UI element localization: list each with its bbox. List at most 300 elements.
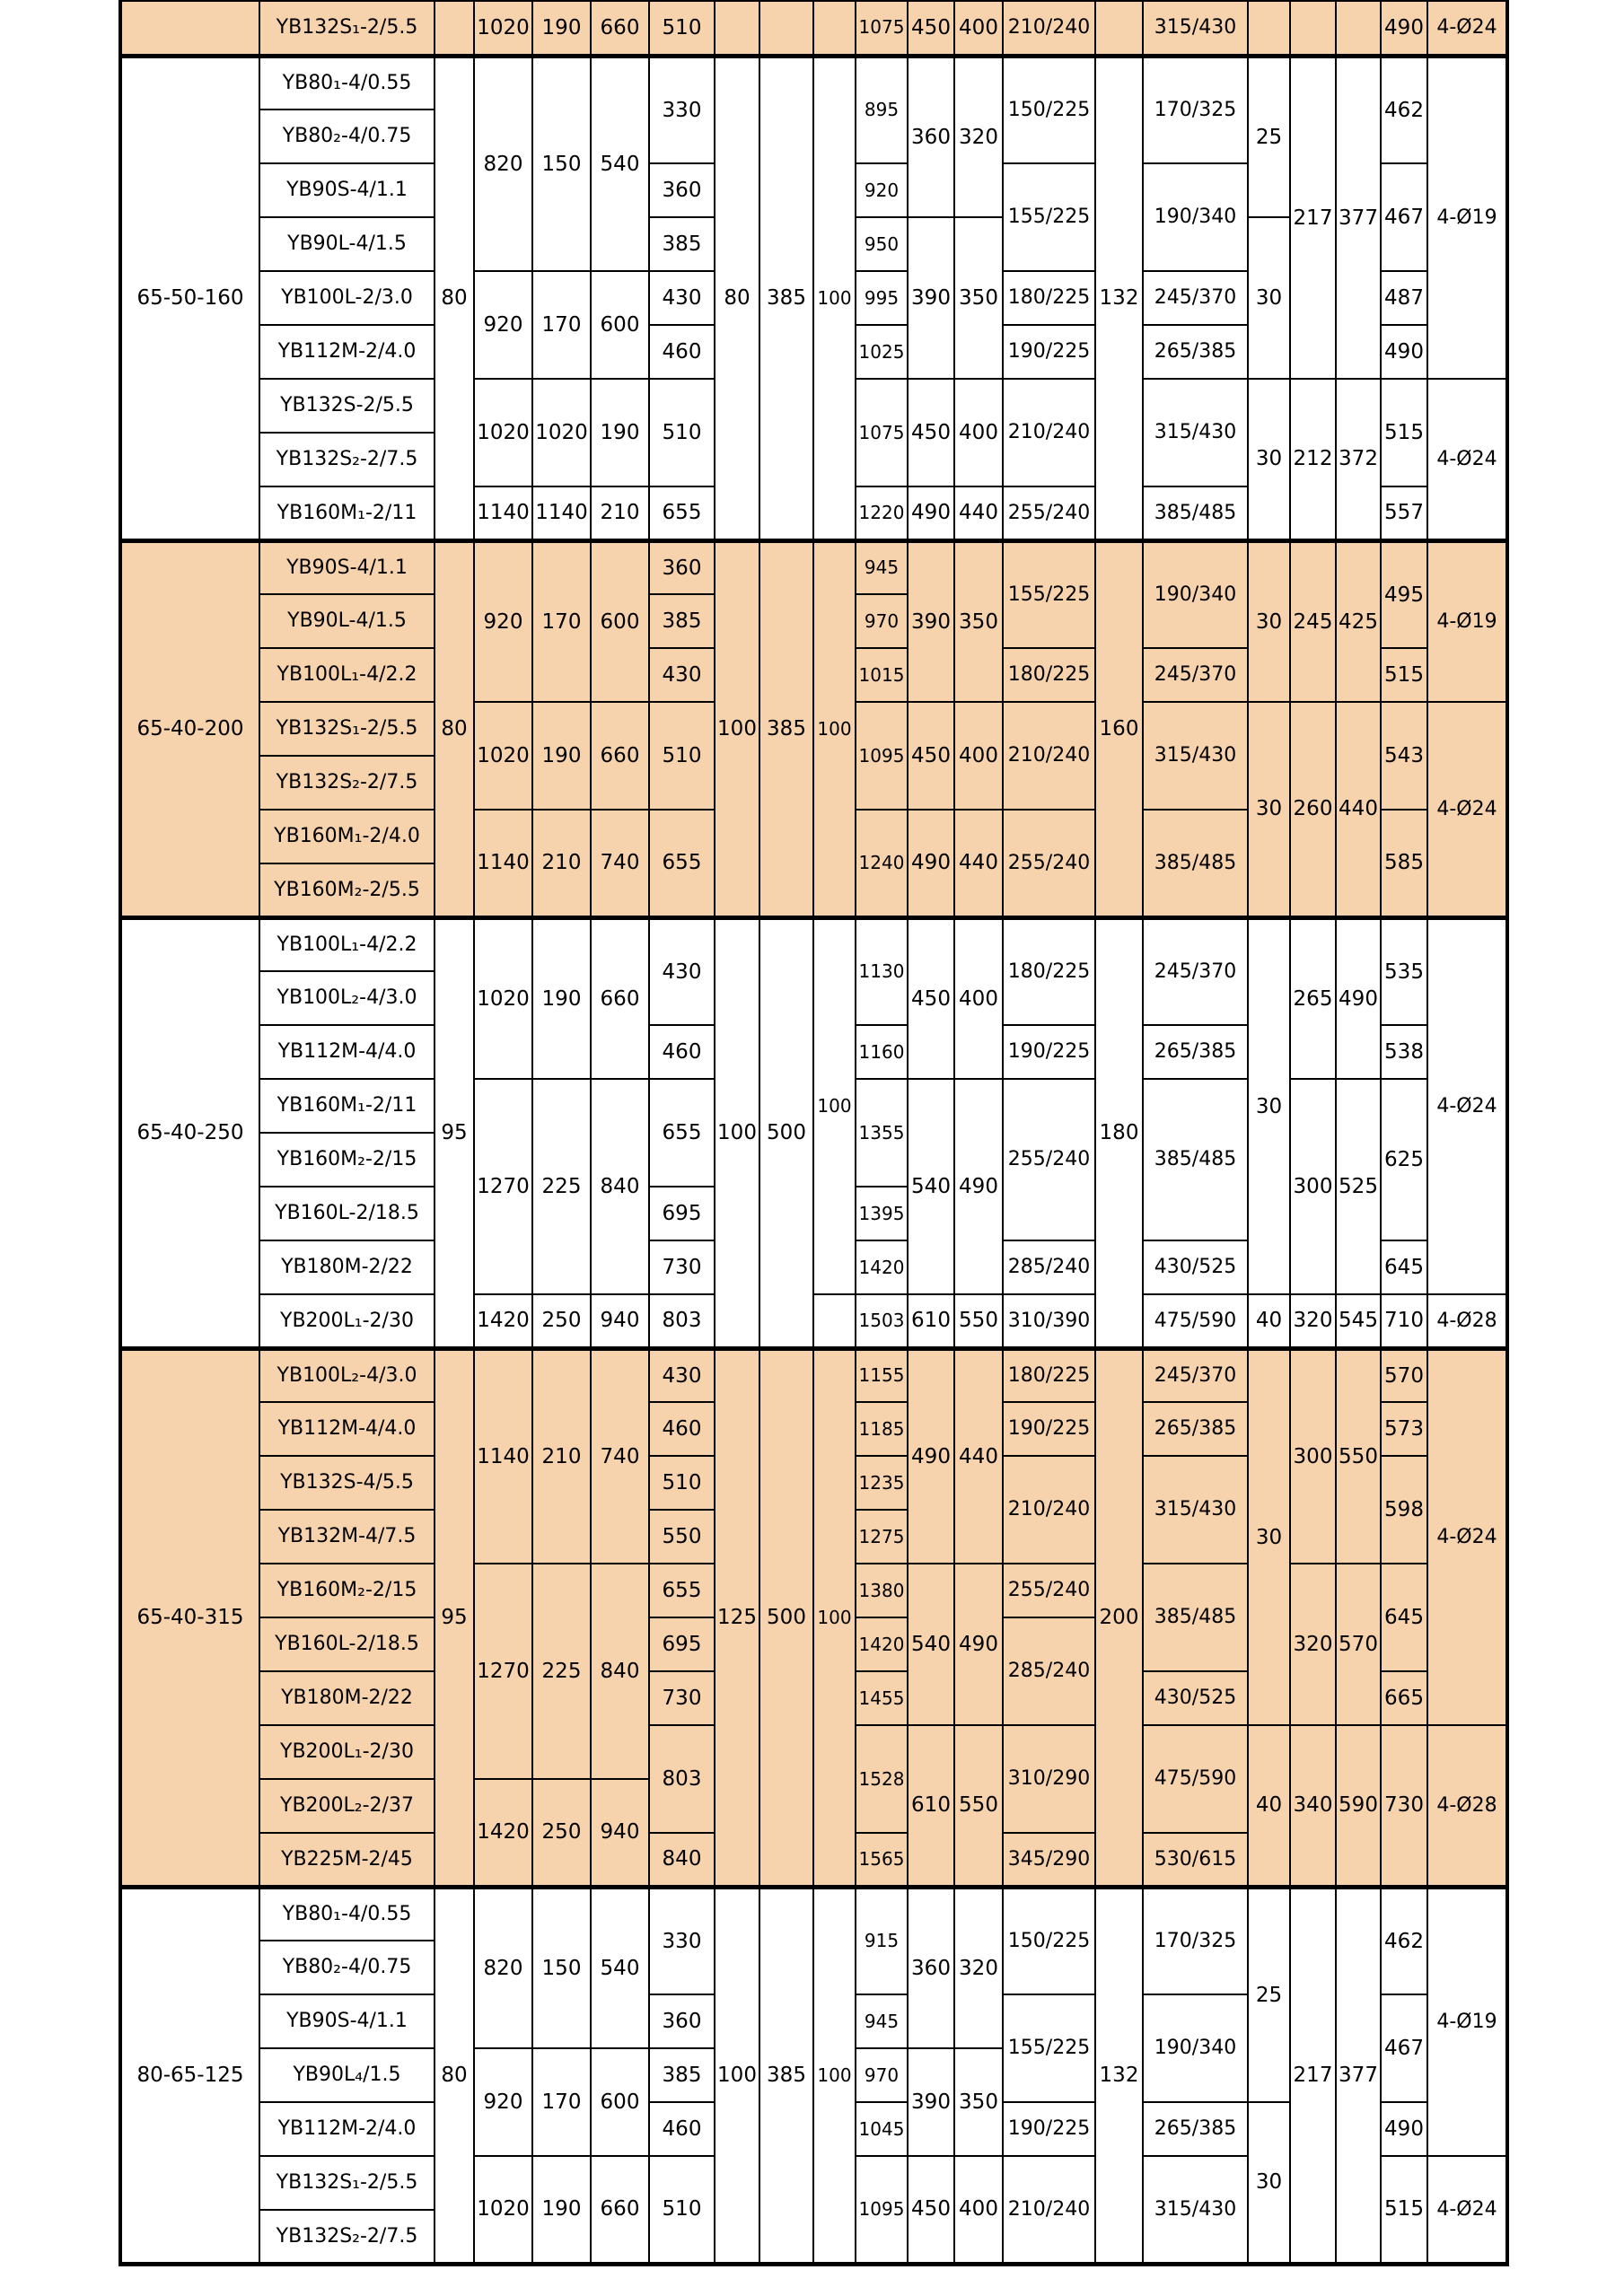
dimension-cell: 320 — [1290, 1564, 1336, 1725]
dimension-cell: 740 — [591, 1348, 649, 1564]
dimension-cell: 510 — [649, 379, 715, 486]
dimension-cell: 475/590 — [1143, 1725, 1248, 1833]
dimension-cell: 540 — [908, 1564, 954, 1725]
dimension-cell: 1095 — [856, 2156, 908, 2264]
dimension-cell: 400 — [954, 1, 1003, 56]
dimension-cell: 390 — [908, 2048, 954, 2156]
motor-model-cell: YB100L₂-4/3.0 — [259, 1348, 435, 1402]
dimension-cell: 490 — [908, 810, 954, 917]
dimension-cell: 545 — [1336, 1294, 1381, 1348]
dimension-cell: 245 — [1290, 540, 1336, 702]
dimension-cell: 655 — [649, 486, 715, 540]
dimension-cell: 200 — [1095, 1348, 1143, 1887]
dimension-cell: 557 — [1381, 486, 1427, 540]
motor-model-cell: YB132S₂-2/7.5 — [259, 2210, 435, 2264]
dimension-cell: 1270 — [474, 1079, 532, 1294]
dimension-cell: 95 — [435, 917, 474, 1348]
dimension-cell: 600 — [591, 540, 649, 702]
dimension-cell: 385 — [649, 217, 715, 271]
dimension-cell: 180/225 — [1003, 271, 1095, 325]
dimension-cell: 535 — [1381, 917, 1427, 1025]
dimension-cell: 210/240 — [1003, 1, 1095, 56]
dimension-cell: 210/240 — [1003, 1456, 1095, 1564]
dimension-cell: 573 — [1381, 1402, 1427, 1456]
dimension-cell — [1290, 1, 1336, 56]
motor-model-cell: YB180M-2/22 — [259, 1671, 435, 1725]
dimension-cell: 340 — [1290, 1725, 1336, 1887]
dimension-cell: 285/240 — [1003, 1617, 1095, 1725]
dimension-cell: 460 — [649, 2102, 715, 2156]
dimension-cell: 4-Ø28 — [1427, 1294, 1507, 1348]
dimension-cell: 360 — [908, 56, 954, 217]
pump-model-cell: 80-65-125 — [120, 1887, 259, 2264]
dimension-cell: 598 — [1381, 1456, 1427, 1564]
dimension-cell: 190 — [591, 379, 649, 486]
dimension-cell: 945 — [856, 1994, 908, 2048]
motor-model-cell: YB200L₁-2/30 — [259, 1294, 435, 1348]
motor-model-cell: YB100L₁-4/2.2 — [259, 648, 435, 702]
dimension-cell: 430/525 — [1143, 1671, 1248, 1725]
dimension-cell: 265/385 — [1143, 325, 1248, 379]
dimension-cell: 1528 — [856, 1725, 908, 1833]
dimension-cell: 430 — [649, 648, 715, 702]
dimension-cell: 100 — [813, 1887, 856, 2264]
dimension-cell: 940 — [591, 1779, 649, 1887]
dimension-cell: 210/240 — [1003, 702, 1095, 810]
dimension-cell: 665 — [1381, 1671, 1427, 1725]
dimension-cell: 1140 — [474, 1348, 532, 1564]
motor-model-cell: YB160M₂-2/15 — [259, 1133, 435, 1187]
dimension-cell: 100 — [715, 917, 759, 1348]
motor-model-cell: YB90S-4/1.1 — [259, 540, 435, 594]
dimension-cell: 1380 — [856, 1564, 908, 1617]
dimension-cell: 1275 — [856, 1510, 908, 1564]
dimension-cell: 132 — [1095, 56, 1143, 540]
dimension-cell: 540 — [591, 56, 649, 271]
dimension-cell: 450 — [908, 2156, 954, 2264]
motor-model-cell: YB112M-4/4.0 — [259, 1025, 435, 1079]
dimension-cell: 538 — [1381, 1025, 1427, 1079]
dimension-cell: 1420 — [474, 1294, 532, 1348]
dimension-cell: 350 — [954, 540, 1003, 702]
dimension-cell: 462 — [1381, 1887, 1427, 1994]
dimension-cell: 440 — [954, 1348, 1003, 1564]
dimension-cell: 430/525 — [1143, 1240, 1248, 1294]
dimension-cell: 1075 — [856, 1, 908, 56]
dimension-cell: 1355 — [856, 1079, 908, 1187]
dimension-cell: 360 — [649, 1994, 715, 2048]
motor-model-cell: YB200L₂-2/37 — [259, 1779, 435, 1833]
dimension-cell: 190/340 — [1143, 540, 1248, 648]
dimension-cell: 1155 — [856, 1348, 908, 1402]
dimension-cell: 550 — [649, 1510, 715, 1564]
motor-model-cell: YB160M₂-2/5.5 — [259, 863, 435, 917]
dimension-cell: 150/225 — [1003, 1887, 1095, 1994]
dimension-cell: 660 — [591, 2156, 649, 2264]
dimension-cell: 1270 — [474, 1564, 532, 1779]
dimension-cell: 1020 — [474, 2156, 532, 2264]
dimension-cell: 450 — [908, 917, 954, 1079]
dimension-cell: 250 — [532, 1779, 591, 1887]
dimension-cell: 1095 — [856, 702, 908, 810]
dimension-cell: 155/225 — [1003, 1994, 1095, 2102]
dimension-cell: 100 — [813, 1348, 856, 1887]
dimension-cell: 4-Ø28 — [1427, 1725, 1507, 1887]
dimension-cell: 377 — [1336, 1887, 1381, 2264]
dimension-cell: 300 — [1290, 1079, 1336, 1294]
dimension-cell: 385 — [759, 540, 813, 917]
dimension-cell: 190/225 — [1003, 1025, 1095, 1079]
dimension-cell: 945 — [856, 540, 908, 594]
dimension-cell: 995 — [856, 271, 908, 325]
dimension-cell: 250 — [532, 1294, 591, 1348]
dimension-cell: 245/370 — [1143, 1348, 1248, 1402]
dimension-cell: 660 — [591, 1, 649, 56]
dimension-cell: 1185 — [856, 1402, 908, 1456]
dimension-cell — [813, 1, 856, 56]
dimension-cell: 1565 — [856, 1833, 908, 1887]
dimension-cell: 440 — [954, 486, 1003, 540]
motor-model-cell: YB132S₁-2/5.5 — [259, 2156, 435, 2210]
dimension-cell: 4-Ø24 — [1427, 702, 1507, 917]
motor-model-cell: YB90L-4/1.5 — [259, 594, 435, 648]
dimension-cell: 315/430 — [1143, 702, 1248, 810]
dimension-cell: 600 — [591, 271, 649, 379]
dimension-cell: 210 — [532, 1348, 591, 1564]
dimension-cell: 460 — [649, 325, 715, 379]
dimension-cell: 450 — [908, 702, 954, 810]
dimension-cell: 180/225 — [1003, 648, 1095, 702]
motor-model-cell: YB132S-4/5.5 — [259, 1456, 435, 1510]
motor-model-cell: YB80₂-4/0.75 — [259, 110, 435, 163]
motor-model-cell: YB80₂-4/0.75 — [259, 1941, 435, 1994]
dimension-cell: 730 — [649, 1240, 715, 1294]
dimension-cell: 740 — [591, 810, 649, 917]
dimension-cell: 490 — [954, 1079, 1003, 1294]
dimension-cell: 150 — [532, 1887, 591, 2048]
dimension-cell: 1020 — [474, 1, 532, 56]
dimension-cell: 80 — [435, 1887, 474, 2264]
dimension-cell: 430 — [649, 271, 715, 325]
dimension-cell — [1095, 1, 1143, 56]
dimension-cell: 190/225 — [1003, 2102, 1095, 2156]
dimension-cell: 4-Ø24 — [1427, 2156, 1507, 2264]
dimension-cell: 490 — [908, 1348, 954, 1564]
motor-model-cell: YB132S-2/5.5 — [259, 379, 435, 433]
dimension-cell: 490 — [954, 1564, 1003, 1725]
dimension-cell: 315/430 — [1143, 2156, 1248, 2264]
dimension-cell: 430 — [649, 1348, 715, 1402]
dimension-cell: 500 — [759, 1348, 813, 1887]
dimension-cell: 212 — [1290, 379, 1336, 540]
dimension-cell: 820 — [474, 1887, 532, 2048]
dimension-cell: 695 — [649, 1617, 715, 1671]
dimension-cell: 330 — [649, 1887, 715, 1994]
dimension-cell: 30 — [1248, 2102, 1290, 2264]
motor-model-cell: YB90S-4/1.1 — [259, 163, 435, 217]
dimension-cell: 400 — [954, 917, 1003, 1079]
dimension-cell: 210 — [591, 486, 649, 540]
dimension-cell: 360 — [649, 540, 715, 594]
dimension-cell: 515 — [1381, 648, 1427, 702]
dimension-cell: 190 — [532, 917, 591, 1079]
motor-model-cell: YB132S₁-2/5.5 — [259, 702, 435, 756]
dimension-cell: 1420 — [856, 1240, 908, 1294]
dimension-cell: 255/240 — [1003, 810, 1095, 917]
dimension-cell — [715, 1, 759, 56]
dimension-cell: 645 — [1381, 1564, 1427, 1671]
dimension-cell: 315/430 — [1143, 1456, 1248, 1564]
dimension-cell: 170/325 — [1143, 1887, 1248, 1994]
dimension-cell: 170 — [532, 540, 591, 702]
motor-model-cell: YB200L₁-2/30 — [259, 1725, 435, 1779]
dimension-cell — [1336, 1, 1381, 56]
motor-model-cell: YB112M-2/4.0 — [259, 325, 435, 379]
dimension-cell: 1025 — [856, 325, 908, 379]
dimension-cell: 1140 — [532, 486, 591, 540]
dimension-cell: 330 — [649, 56, 715, 163]
motor-model-cell: YB132S₂-2/7.5 — [259, 433, 435, 486]
dimension-cell: 1020 — [474, 702, 532, 810]
dimension-cell: 245/370 — [1143, 648, 1248, 702]
dimension-cell: 255/240 — [1003, 1079, 1095, 1240]
dimension-cell: 1075 — [856, 379, 908, 486]
motor-model-cell: YB90L-4/1.5 — [259, 217, 435, 271]
dimension-cell: 377 — [1336, 56, 1381, 379]
dimension-cell: 190/225 — [1003, 1402, 1095, 1456]
dimension-cell: 390 — [908, 217, 954, 379]
dimension-cell: 1140 — [474, 810, 532, 917]
motor-model-cell: YB100L₂-4/3.0 — [259, 971, 435, 1025]
motor-model-cell: YB132M-4/7.5 — [259, 1510, 435, 1564]
dimension-cell: 390 — [908, 540, 954, 702]
dimension-cell: 385 — [759, 56, 813, 540]
dimension-cell: 155/225 — [1003, 163, 1095, 271]
dimension-cell: 255/240 — [1003, 1564, 1095, 1617]
dimension-cell: 400 — [954, 379, 1003, 486]
dimension-cell: 360 — [649, 163, 715, 217]
motor-model-cell: YB180M-2/22 — [259, 1240, 435, 1294]
motor-model-cell: YB160L-2/18.5 — [259, 1187, 435, 1240]
dimension-cell: 150/225 — [1003, 56, 1095, 163]
dimension-cell: 543 — [1381, 702, 1427, 810]
dimension-cell: 217 — [1290, 1887, 1336, 2264]
dimension-cell: 510 — [649, 702, 715, 810]
dimension-cell: 385 — [759, 1887, 813, 2264]
dimension-cell: 80 — [715, 56, 759, 540]
dimension-cell: 155/225 — [1003, 540, 1095, 648]
dimension-cell: 1395 — [856, 1187, 908, 1240]
dimension-cell: 30 — [1248, 702, 1290, 917]
dimension-cell: 210/240 — [1003, 379, 1095, 486]
dimension-cell: 550 — [954, 1294, 1003, 1348]
dimension-cell: 467 — [1381, 1994, 1427, 2102]
dimension-cell: 255/240 — [1003, 486, 1095, 540]
dimension-cell: 440 — [954, 810, 1003, 917]
dimension-cell: 1020 — [532, 379, 591, 486]
dimension-cell: 467 — [1381, 163, 1427, 271]
dimension-cell: 132 — [1095, 1887, 1143, 2264]
dimension-cell: 385/485 — [1143, 486, 1248, 540]
dimension-cell: 385/485 — [1143, 810, 1248, 917]
dimension-cell: 590 — [1336, 1725, 1381, 1887]
dimension-cell: 190/225 — [1003, 325, 1095, 379]
dimension-cell: 500 — [759, 917, 813, 1348]
dimension-cell: 895 — [856, 56, 908, 163]
dimension-cell: 730 — [649, 1671, 715, 1725]
dimension-cell: 430 — [649, 917, 715, 1025]
dimension-cell: 655 — [649, 1564, 715, 1617]
dimension-cell: 217 — [1290, 56, 1336, 379]
dimension-cell: 4-Ø24 — [1427, 917, 1507, 1294]
motor-model-cell: YB112M-2/4.0 — [259, 2102, 435, 2156]
dimension-cell: 310/390 — [1003, 1294, 1095, 1348]
dimension-cell: 260 — [1290, 702, 1336, 917]
dimension-cell: 30 — [1248, 917, 1290, 1294]
dimension-cell: 730 — [1381, 1725, 1427, 1887]
dimension-cell: 585 — [1381, 810, 1427, 917]
dimension-cell: 915 — [856, 1887, 908, 1994]
dimension-cell: 610 — [908, 1294, 954, 1348]
dimension-cell: 625 — [1381, 1079, 1427, 1240]
pump-dimensions-table — [119, 0, 1509, 2266]
motor-model-cell: YB80₁-4/0.55 — [259, 56, 435, 110]
dimension-cell: 515 — [1381, 379, 1427, 486]
dimension-cell: 570 — [1336, 1564, 1381, 1725]
dimension-cell: 840 — [591, 1079, 649, 1294]
dimension-cell: 1020 — [474, 379, 532, 486]
motor-model-cell: YB100L-2/3.0 — [259, 271, 435, 325]
dimension-cell: 940 — [591, 1294, 649, 1348]
dimension-cell — [435, 1, 474, 56]
dimension-cell: 570 — [1381, 1348, 1427, 1402]
dimension-cell: 1160 — [856, 1025, 908, 1079]
dimension-cell: 515 — [1381, 2156, 1427, 2264]
dimension-cell: 385 — [649, 2048, 715, 2102]
dimension-cell: 440 — [1336, 702, 1381, 917]
dimension-cell: 350 — [954, 217, 1003, 379]
motor-model-cell: YB225M-2/45 — [259, 1833, 435, 1887]
dimension-cell: 360 — [908, 1887, 954, 2048]
dimension-cell: 310/290 — [1003, 1725, 1095, 1833]
dimension-cell: 540 — [908, 1079, 954, 1294]
dimension-cell: 315/430 — [1143, 1, 1248, 56]
dimension-cell: 490 — [1381, 2102, 1427, 2156]
dimension-cell: 150 — [532, 56, 591, 271]
dimension-cell: 490 — [1381, 325, 1427, 379]
dimension-cell: 655 — [649, 810, 715, 917]
motor-model-cell: YB132S₂-2/7.5 — [259, 756, 435, 810]
dimension-cell: 265/385 — [1143, 2102, 1248, 2156]
motor-model-cell: YB80₁-4/0.55 — [259, 1887, 435, 1941]
dimension-cell: 1235 — [856, 1456, 908, 1510]
dimension-cell: 803 — [649, 1725, 715, 1833]
dimension-cell: 1503 — [856, 1294, 908, 1348]
dimension-cell: 550 — [1336, 1348, 1381, 1564]
dimension-cell: 490 — [908, 486, 954, 540]
dimension-cell: 1240 — [856, 810, 908, 917]
dimension-cell: 1220 — [856, 486, 908, 540]
dimension-cell: 655 — [649, 1079, 715, 1187]
dimension-cell: 660 — [591, 702, 649, 810]
dimension-cell: 710 — [1381, 1294, 1427, 1348]
dimension-cell: 245/370 — [1143, 917, 1248, 1025]
dimension-cell: 180/225 — [1003, 917, 1095, 1025]
dimension-cell — [1248, 1, 1290, 56]
dimension-cell: 40 — [1248, 1294, 1290, 1348]
dimension-cell: 1130 — [856, 917, 908, 1025]
pump-model-cell: 65-50-160 — [120, 56, 259, 540]
dimension-cell: 400 — [954, 702, 1003, 810]
dimension-cell: 462 — [1381, 56, 1427, 163]
dimension-cell: 350 — [954, 2048, 1003, 2156]
dimension-cell: 190 — [532, 1, 591, 56]
dimension-cell: 4-Ø19 — [1427, 540, 1507, 702]
dimension-cell: 170/325 — [1143, 56, 1248, 163]
dimension-cell: 190 — [532, 2156, 591, 2264]
dimension-cell: 495 — [1381, 540, 1427, 648]
dimension-cell: 695 — [649, 1187, 715, 1240]
dimension-cell: 1045 — [856, 2102, 908, 2156]
motor-model-cell: YB160M₁-2/11 — [259, 486, 435, 540]
dimension-cell: 100 — [813, 540, 856, 917]
motor-model-cell: YB100L₁-4/2.2 — [259, 917, 435, 971]
dimension-cell: 645 — [1381, 1240, 1427, 1294]
dimension-cell: 320 — [954, 56, 1003, 217]
dimension-cell: 425 — [1336, 540, 1381, 702]
dimension-cell: 1020 — [474, 917, 532, 1079]
dimension-cell: 525 — [1336, 1079, 1381, 1294]
dimension-cell: 487 — [1381, 271, 1427, 325]
dimension-cell: 180 — [1095, 917, 1143, 1348]
dimension-cell: 225 — [532, 1079, 591, 1294]
dimension-cell: 265/385 — [1143, 1402, 1248, 1456]
dimension-cell: 385/485 — [1143, 1564, 1248, 1671]
dimension-cell: 320 — [1290, 1294, 1336, 1348]
dimension-cell: 820 — [474, 56, 532, 271]
dimension-cell: 510 — [649, 1, 715, 56]
dimension-cell: 30 — [1248, 1348, 1290, 1725]
dimension-cell: 490 — [1381, 1, 1427, 56]
dimension-cell: 40 — [1248, 1725, 1290, 1887]
motor-model-cell: YB112M-4/4.0 — [259, 1402, 435, 1456]
dimension-cell: 950 — [856, 217, 908, 271]
motor-model-cell: YB160M₂-2/15 — [259, 1564, 435, 1617]
dimension-cell: 190/340 — [1143, 163, 1248, 271]
dimension-cell: 460 — [649, 1025, 715, 1079]
dimension-cell: 550 — [954, 1725, 1003, 1887]
pump-model-cell: 65-40-200 — [120, 540, 259, 917]
pump-model-cell: 65-40-250 — [120, 917, 259, 1348]
pump-model-cell — [120, 1, 259, 56]
dimension-cell: 245/370 — [1143, 271, 1248, 325]
dimension-cell: 160 — [1095, 540, 1143, 917]
dimension-cell: 600 — [591, 2048, 649, 2156]
dimension-cell: 225 — [532, 1564, 591, 1779]
dimension-cell: 920 — [856, 163, 908, 217]
dimension-cell: 920 — [474, 271, 532, 379]
dimension-cell: 385 — [649, 594, 715, 648]
dimension-cell: 285/240 — [1003, 1240, 1095, 1294]
dimension-cell: 803 — [649, 1294, 715, 1348]
dimension-cell: 450 — [908, 379, 954, 486]
dimension-cell: 4-Ø24 — [1427, 1, 1507, 56]
motor-model-cell: YB132S₁-2/5.5 — [259, 1, 435, 56]
dimension-cell: 970 — [856, 594, 908, 648]
dimension-cell: 25 — [1248, 1887, 1290, 2102]
dimension-cell: 315/430 — [1143, 379, 1248, 486]
dimension-cell: 4-Ø19 — [1427, 1887, 1507, 2156]
